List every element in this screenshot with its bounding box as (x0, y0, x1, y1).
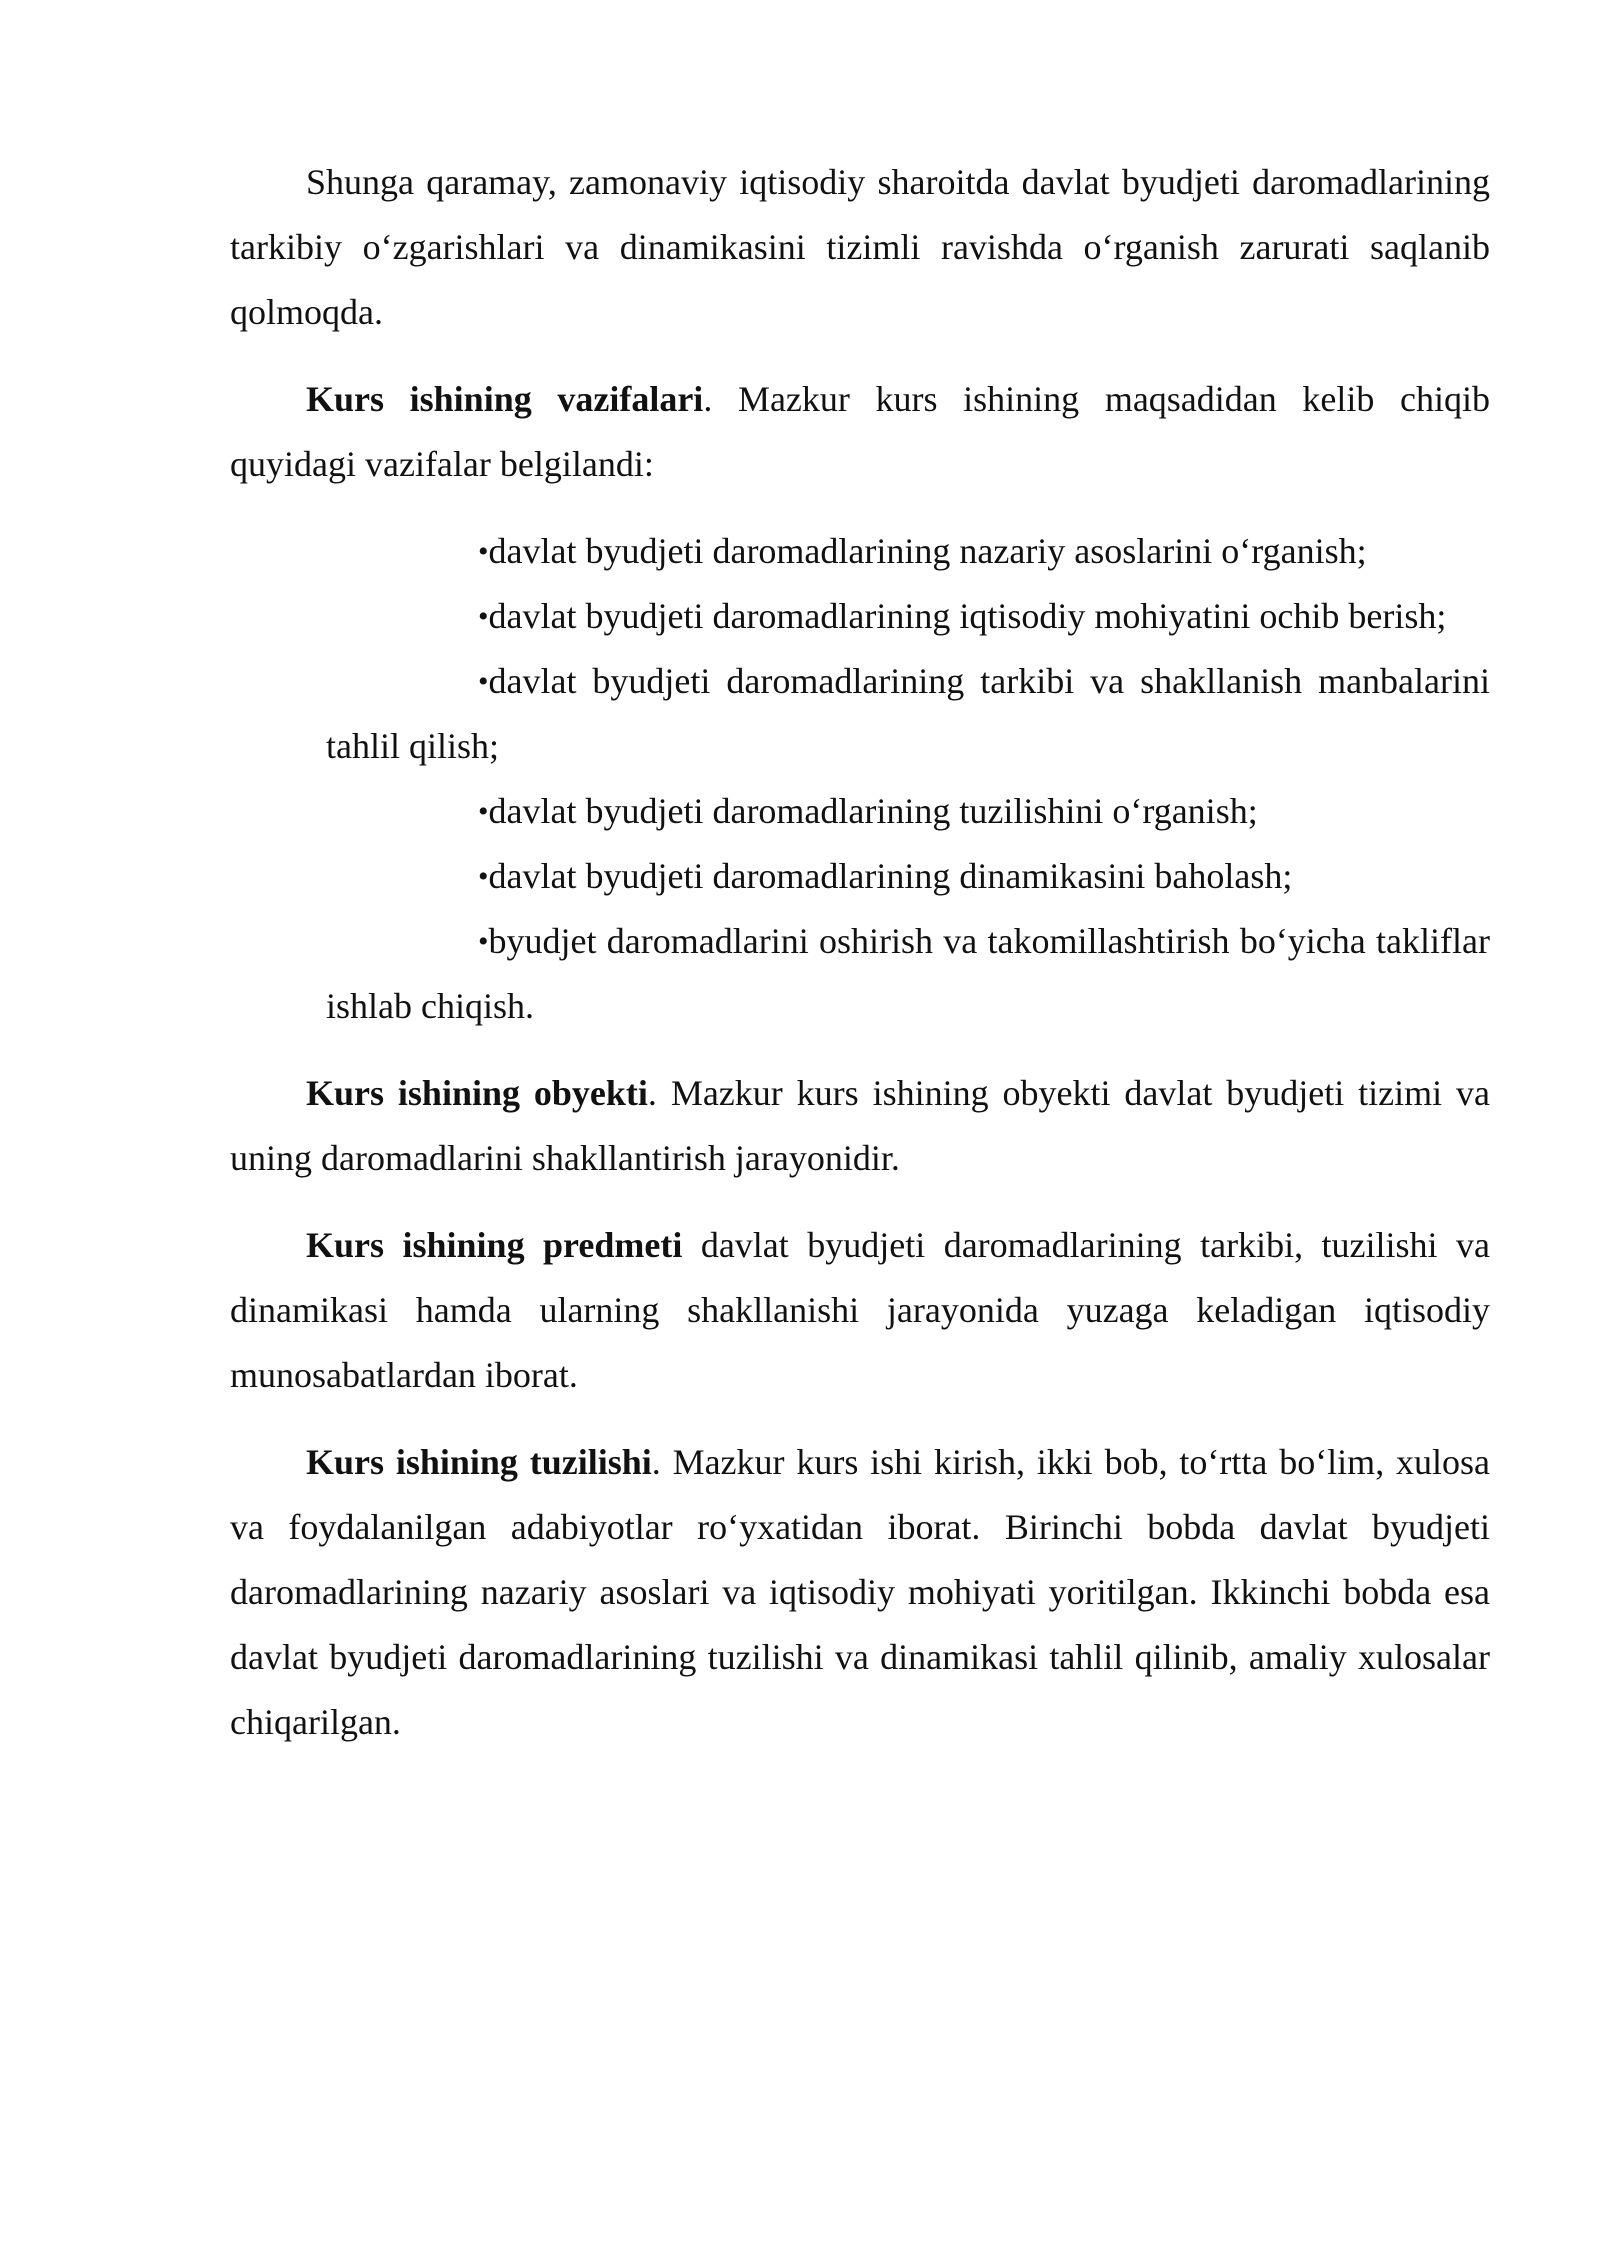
list-item-text: davlat byudjeti daromadlarining iqtisodiy mohiyatini ochib berish; (488, 596, 1447, 636)
list-item (326, 844, 1490, 909)
object-heading: Kurs ishining obyekti (306, 1073, 648, 1113)
list-item (326, 909, 1490, 1039)
list-item-text: davlat byudjeti daromadlarining tarkibi va shakllanish manbalarini tahlil qilish; (326, 661, 1490, 766)
intro-paragraph (230, 150, 1490, 345)
bullet-icon: • (478, 925, 489, 958)
list-item (326, 519, 1490, 584)
bullet-icon: • (478, 665, 489, 698)
tasks-paragraph (230, 367, 1490, 497)
subject-paragraph (230, 1213, 1490, 1408)
list-item (326, 584, 1490, 649)
bullet-icon: • (478, 795, 489, 828)
list-item (326, 779, 1490, 844)
subject-heading: Kurs ishining predmeti (306, 1225, 683, 1265)
bullet-icon: • (478, 860, 489, 893)
bullet-icon: • (478, 600, 489, 633)
tasks-heading: Kurs ishining vazifalari (306, 379, 704, 419)
list-item-text: davlat byudjeti daromadlarining dinamikasini baholash; (488, 856, 1293, 896)
object-paragraph (230, 1061, 1490, 1191)
list-item-text: byudjet daromadlarini oshirish va takomillashtirish bo‘yicha takliflar ishlab chiqish. (326, 921, 1490, 1026)
list-item-text: davlat byudjeti daromadlarining tuzilishini o‘rganish; (488, 791, 1258, 831)
list-item-text: davlat byudjeti daromadlarining nazariy asoslarini o‘rganish; (488, 531, 1367, 571)
structure-paragraph-text: . Mazkur kurs ishi kirish, ikki bob, to‘rtta bo‘lim, xulosa va foydalanilgan adabiyotlar ro‘yxatidan iborat. Birinchi bobda davlat byudjeti daromadlarining nazariy asoslari va iqtisodiy mohiyati yoritilgan. Ikkinchi bobda esa davlat byudjeti daromadlarining tuzilishi va dinamikasi tahlil qilinib, amaliy xulosalar chiqarilgan. (230, 1442, 1490, 1742)
tasks-paragraph-text: . Mazkur kurs ishining maqsadidan kelib chiqib quyidagi vazifalar belgilandi: (230, 379, 1490, 484)
document-page (230, 150, 1490, 1777)
bullet-icon: • (478, 535, 489, 568)
tasks-list (230, 519, 1490, 1039)
structure-heading: Kurs ishining tuzilishi (306, 1442, 652, 1482)
subject-paragraph-text: davlat byudjeti daromadlarining tarkibi, tuzilishi va dinamikasi hamda ularning shakllanishi jarayonida yuzaga keladigan iqtisodiy munosabatlardan iborat. (230, 1225, 1490, 1395)
intro-paragraph-text: Shunga qaramay, zamonaviy iqtisodiy sharoitda davlat byudjeti daromadlarining tarkibiy o‘zgarishlari va dinamikasini tizimli ravishda o‘rganish zarurati saqlanib qolmoqda. (230, 162, 1490, 332)
list-item (326, 649, 1490, 779)
structure-paragraph (230, 1430, 1490, 1755)
object-paragraph-text: . Mazkur kurs ishining obyekti davlat byudjeti tizimi va uning daromadlarini shakllantirish jarayonidir. (230, 1073, 1490, 1178)
